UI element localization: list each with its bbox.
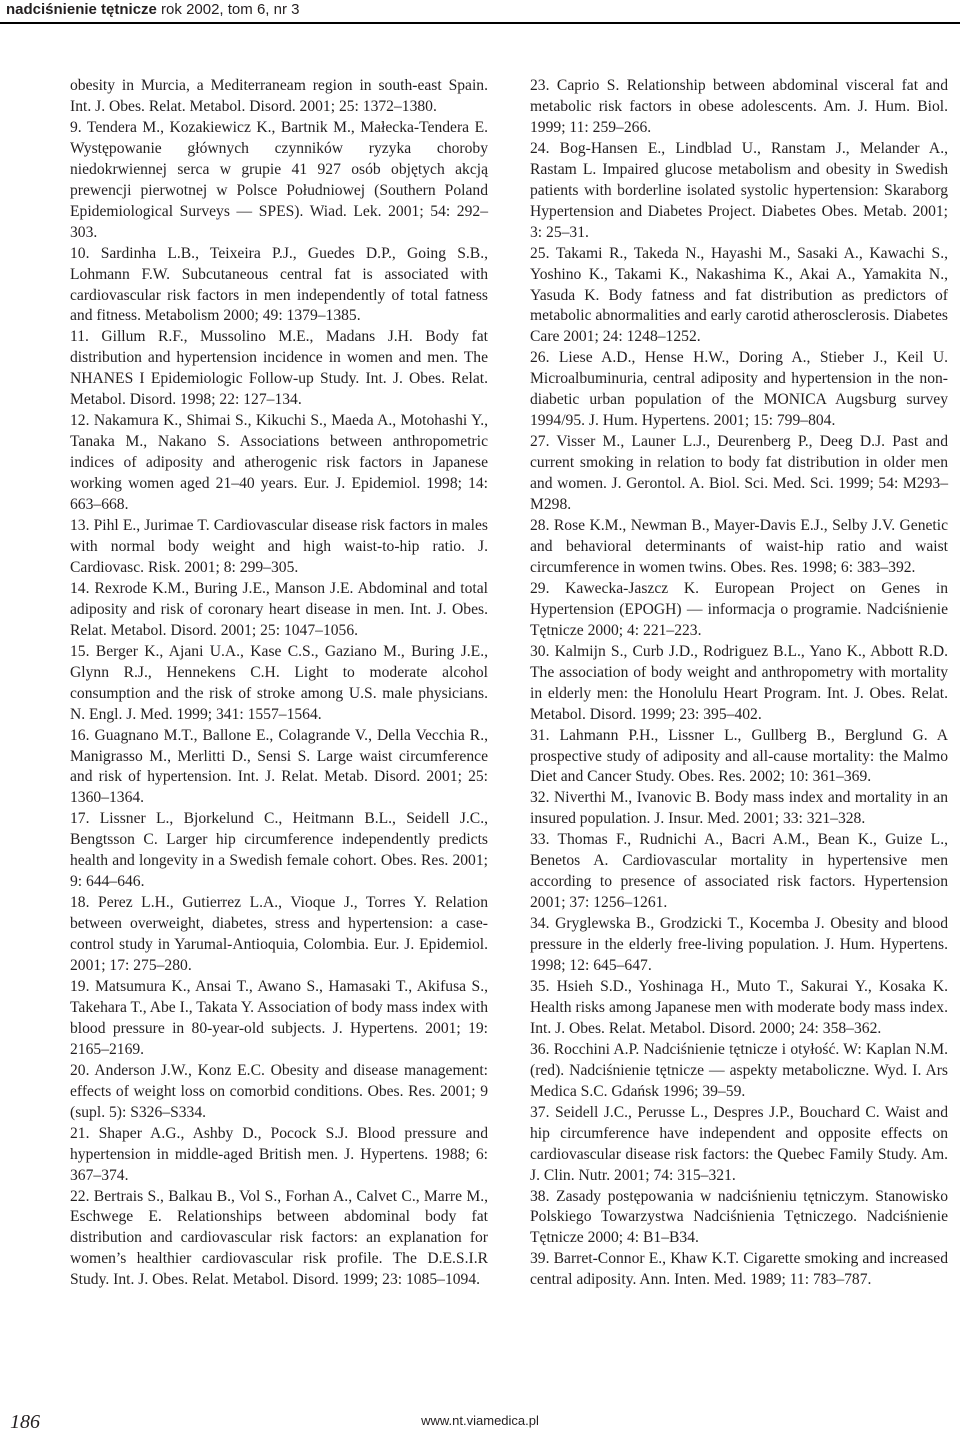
reference-entry: 25. Takami R., Takeda N., Hayashi M., Sasaki A., Kawachi S., Yoshino K., Takami K., Nakashima K., Akai A., Yamakita N., Yasuda K. Body fatness and fat distribution as predictors of metabolic abnormalities and early carotid atherosclerosis. Diabetes Care 2001; 24: 1248–1252. xyxy=(530,244,948,346)
references-left-column xyxy=(70,76,488,1291)
reference-entry: 12. Nakamura K., Shimai S., Kikuchi S., Maeda A., Motohashi Y., Tanaka M., Nakano S. Associations between anthropometric indices of adiposity and atherogenic risk factors in Japanese working women aged 21–40 years. Eur. J. Epidemiol. 1998; 14: 663–668. xyxy=(70,412,488,514)
reference-entry: 18. Perez L.H., Gutierrez L.A., Vioque J., Torres Y. Relation between overweight, diabetes, stress and hypertension: a case-control study in Yarumal-Antioquia, Colombia. Eur. J. Epidemiol. 2001; 17: 275–280. xyxy=(70,894,488,975)
reference-entry: 37. Seidell J.C., Perusse L., Despres J.P., Bouchard C. Waist and hip circumference have independent and opposite effects on cardiovascular disease risk factors: the Quebec Family Study. Am. J. Clin. Nutr. 2001; 74: 315–321. xyxy=(530,1103,948,1184)
reference-entry: 31. Lahmann P.H., Lissner L., Gullberg B., Berglund G. A prospective study of adiposity and all-cause mortality: the Malmo Diet and Cancer Study. Obes. Res. 2002; 10: 361–369. xyxy=(530,726,948,786)
reference-entry: 39. Barret-Connor E., Khaw K.T. Cigarette smoking and increased central adiposity. Ann. Inten. Med. 1989; 11: 783–787. xyxy=(530,1250,948,1289)
reference-entry: 24. Bog-Hansen E., Lindblad U., Ranstam J., Melander A., Rastam L. Impaired glucose metabolism and obesity in Swedish patients with borderline isolated systolic hypertension: Skaraborg Hypertension and Diabetes Project. Diabetes Obes. Metab. 2001; 3: 25–31. xyxy=(530,139,948,241)
page-number: 186 xyxy=(10,1411,40,1433)
reference-entry: 34. Gryglewska B., Grodzicki T., Kocemba J. Obesity and blood pressure in the elderly free-living population. J. Hum. Hypertens. 1998; 12: 645–647. xyxy=(530,915,948,975)
reference-entry: 14. Rexrode K.M., Buring J.E., Manson J.E. Abdominal and total adiposity and risk of coronary heart disease in men. Int. J. Obes. Relat. Metabol. Disord. 2001; 25: 1047–1056. xyxy=(70,579,488,639)
running-header-bar xyxy=(0,0,960,24)
reference-entry: 20. Anderson J.W., Konz E.C. Obesity and disease management: effects of weight loss on comorbid conditions. Obes. Res. 2001; 9 (supl. 5): S326–S334. xyxy=(70,1061,488,1121)
reference-entry: 23. Caprio S. Relationship between abdominal visceral fat and metabolic risk factors in obese adolescents. Am. J. Hum. Biol. 1999; 11: 259–266. xyxy=(530,77,948,136)
reference-entry: 16. Guagnano M.T., Ballone E., Colagrande V., Della Vecchia R., Manigrasso M., Merlitti D., Sensi S. Large waist circumference and risk of hypertension. Int. J. Relat. Metab. Disord. 2001; 25: 1360–1364. xyxy=(70,726,488,807)
reference-entry: obesity in Murcia, a Mediterraneam region in south-east Spain. Int. J. Obes. Relat. Metabol. Disord. 2001; 25: 1372–1380. xyxy=(70,77,488,115)
reference-entry: 21. Shaper A.G., Ashby D., Pocock S.J. Blood pressure and hypertension in middle-aged British men. J. Hypertens. 1988; 6: 367–374. xyxy=(70,1124,488,1184)
journal-title: nadciśnienie tętnicze xyxy=(6,1,157,18)
journal-issue: rok 2002, tom 6, nr 3 xyxy=(156,1,300,18)
references-right-column xyxy=(530,76,948,1291)
reference-entry: 28. Rose K.M., Newman B., Mayer-Davis E.J., Selby J.V. Genetic and behavioral determinants of waist-hip ratio and waist circumference in women twins. Obes. Res. 1998; 6: 383–392. xyxy=(530,517,948,576)
reference-entry: 15. Berger K., Ajani U.A., Kase C.S., Gaziano M., Buring J.E., Glynn R.J., Hennekens C.H. Light to moderate alcohol consumption and the risk of stroke among U.S. male physicians. N. Engl. J. Med. 1999; 341: 1557–1564. xyxy=(70,642,488,723)
reference-entry: 11. Gillum R.F., Mussolino M.E., Madans J.H. Body fat distribution and hypertension incidence in women and men. The NHANES I Epidemiologic Follow-up Study. Int. J. Obes. Relat. Metabol. Disord. 1998; 22: 127–134. xyxy=(70,328,488,409)
reference-entry: 38. Zasady postępowania w nadciśnieniu tętniczym. Stanowisko Polskiego Towarzystwa Nadciśnienia Tętniczego. Nadciśnienie Tętnicze 2000; 4: B1–B34. xyxy=(530,1187,948,1247)
reference-entry: 27. Visser M., Launer L.J., Deurenberg P., Deeg D.J. Past and current smoking in relation to body fat distribution in older men and women. J. Gerontol. A. Biol. Sci. Med. Sci. 1999; 54: M293–M298. xyxy=(530,433,948,514)
reference-entry: 30. Kalmijn S., Curb J.D., Rodriguez B.L., Yano K., Abbott R.D. The association of body weight and anthropometry with mortality in elderly men: the Honolulu Heart Program. Int. J. Obes. Relat. Metabol. Disord. 1999; 23: 395–402. xyxy=(530,642,948,723)
reference-entry: 9. Tendera M., Kozakiewicz K., Bartnik M., Małecka-Tendera E. Występowanie głównych czynników ryzyka choroby niedokrwiennej serca w grupie 41 927 osób objętych akcją prewencji pierwotnej w Polsce Południowej (Southern Poland Epidemiological Surveys — SPES). Wiad. Lek. 2001; 54: 292–303. xyxy=(70,118,488,241)
reference-entry: 36. Rocchini A.P. Nadciśnienie tętnicze i otyłość. W: Kaplan N.M. (red). Nadciśnienie tętnicze — aspekty metaboliczne. Wyd. I. Ars Medica S.C. Gdańsk 1996; 39–59. xyxy=(530,1040,948,1100)
reference-entry: 26. Liese A.D., Hense H.W., Doring A., Stieber J., Keil U. Microalbuminuria, central adiposity and hypertension in the non-diabetic urban population of the MONICA Augsburg survey 1994/95. J. Hum. Hypertens. 2001; 15: 799–804. xyxy=(530,349,948,430)
reference-entry: 32. Niverthi M., Ivanovic B. Body mass index and mortality in an insured population. J. Insur. Med. 2001; 33: 321–328. xyxy=(530,789,948,828)
reference-entry: 10. Sardinha L.B., Teixeira P.J., Guedes D.P., Going S.B., Lohmann F.W. Subcutaneous central fat is associated with cardiovascular risk factors in men independently of total fatness and fitness. Metabolism 2000; 49: 1379–1385. xyxy=(70,244,488,325)
reference-entry: 17. Lissner L., Bjorkelund C., Heitmann B.L., Seidell J.C., Bengtsson C. Larger hip circumference independently predicts health and longevity in a Swedish female cohort. Obes. Res. 2001; 9: 644–646. xyxy=(70,810,488,891)
reference-entry: 22. Bertrais S., Balkau B., Vol S., Forhan A., Calvet C., Marre M., Eschwege E. Relationships between abdominal body fat distribution and cardiovascular risk factors: an explanation for women’s healthier cardiovascular risk profile. The D.E.S.I.R Study. Int. J. Obes. Relat. Metabol. Disord. 1999; 23: 1085–1094. xyxy=(70,1187,488,1289)
reference-entry: 13. Pihl E., Jurimae T. Cardiovascular disease risk factors in males with normal body weight and high waist-to-hip ratio. J. Cardiovasc. Risk. 2001; 8: 299–305. xyxy=(70,517,488,576)
footer-url: www.nt.viamedica.pl xyxy=(421,1413,539,1428)
reference-entry: 33. Thomas F., Rudnichi A., Bacri A.M., Bean K., Guize L., Benetos A. Cardiovascular mortality in hypertensive men according to presence of associated risk factors. Hypertension 2001; 37: 1256–1261. xyxy=(530,831,948,912)
reference-entry: 35. Hsieh S.D., Yoshinaga H., Muto T., Sakurai Y., Kosaka K. Health risks among Japanese men with moderate body mass index. Int. J. Obes. Relat. Metabol. Disord. 2000; 24: 358–362. xyxy=(530,977,948,1037)
running-head xyxy=(6,0,299,20)
reference-entry: 29. Kawecka-Jaszcz K. European Project on Genes in Hypertension (EPOGH) — informacja o programie. Nadciśnienie Tętnicze 2000; 4: 221–223. xyxy=(530,579,948,639)
reference-entry: 19. Matsumura K., Ansai T., Awano S., Hamasaki T., Akifusa S., Takehara T., Abe I., Takata Y. Association of body mass index with blood pressure in 80-year-old subjects. J. Hypertens. 2001; 19: 2165–2169. xyxy=(70,977,488,1058)
